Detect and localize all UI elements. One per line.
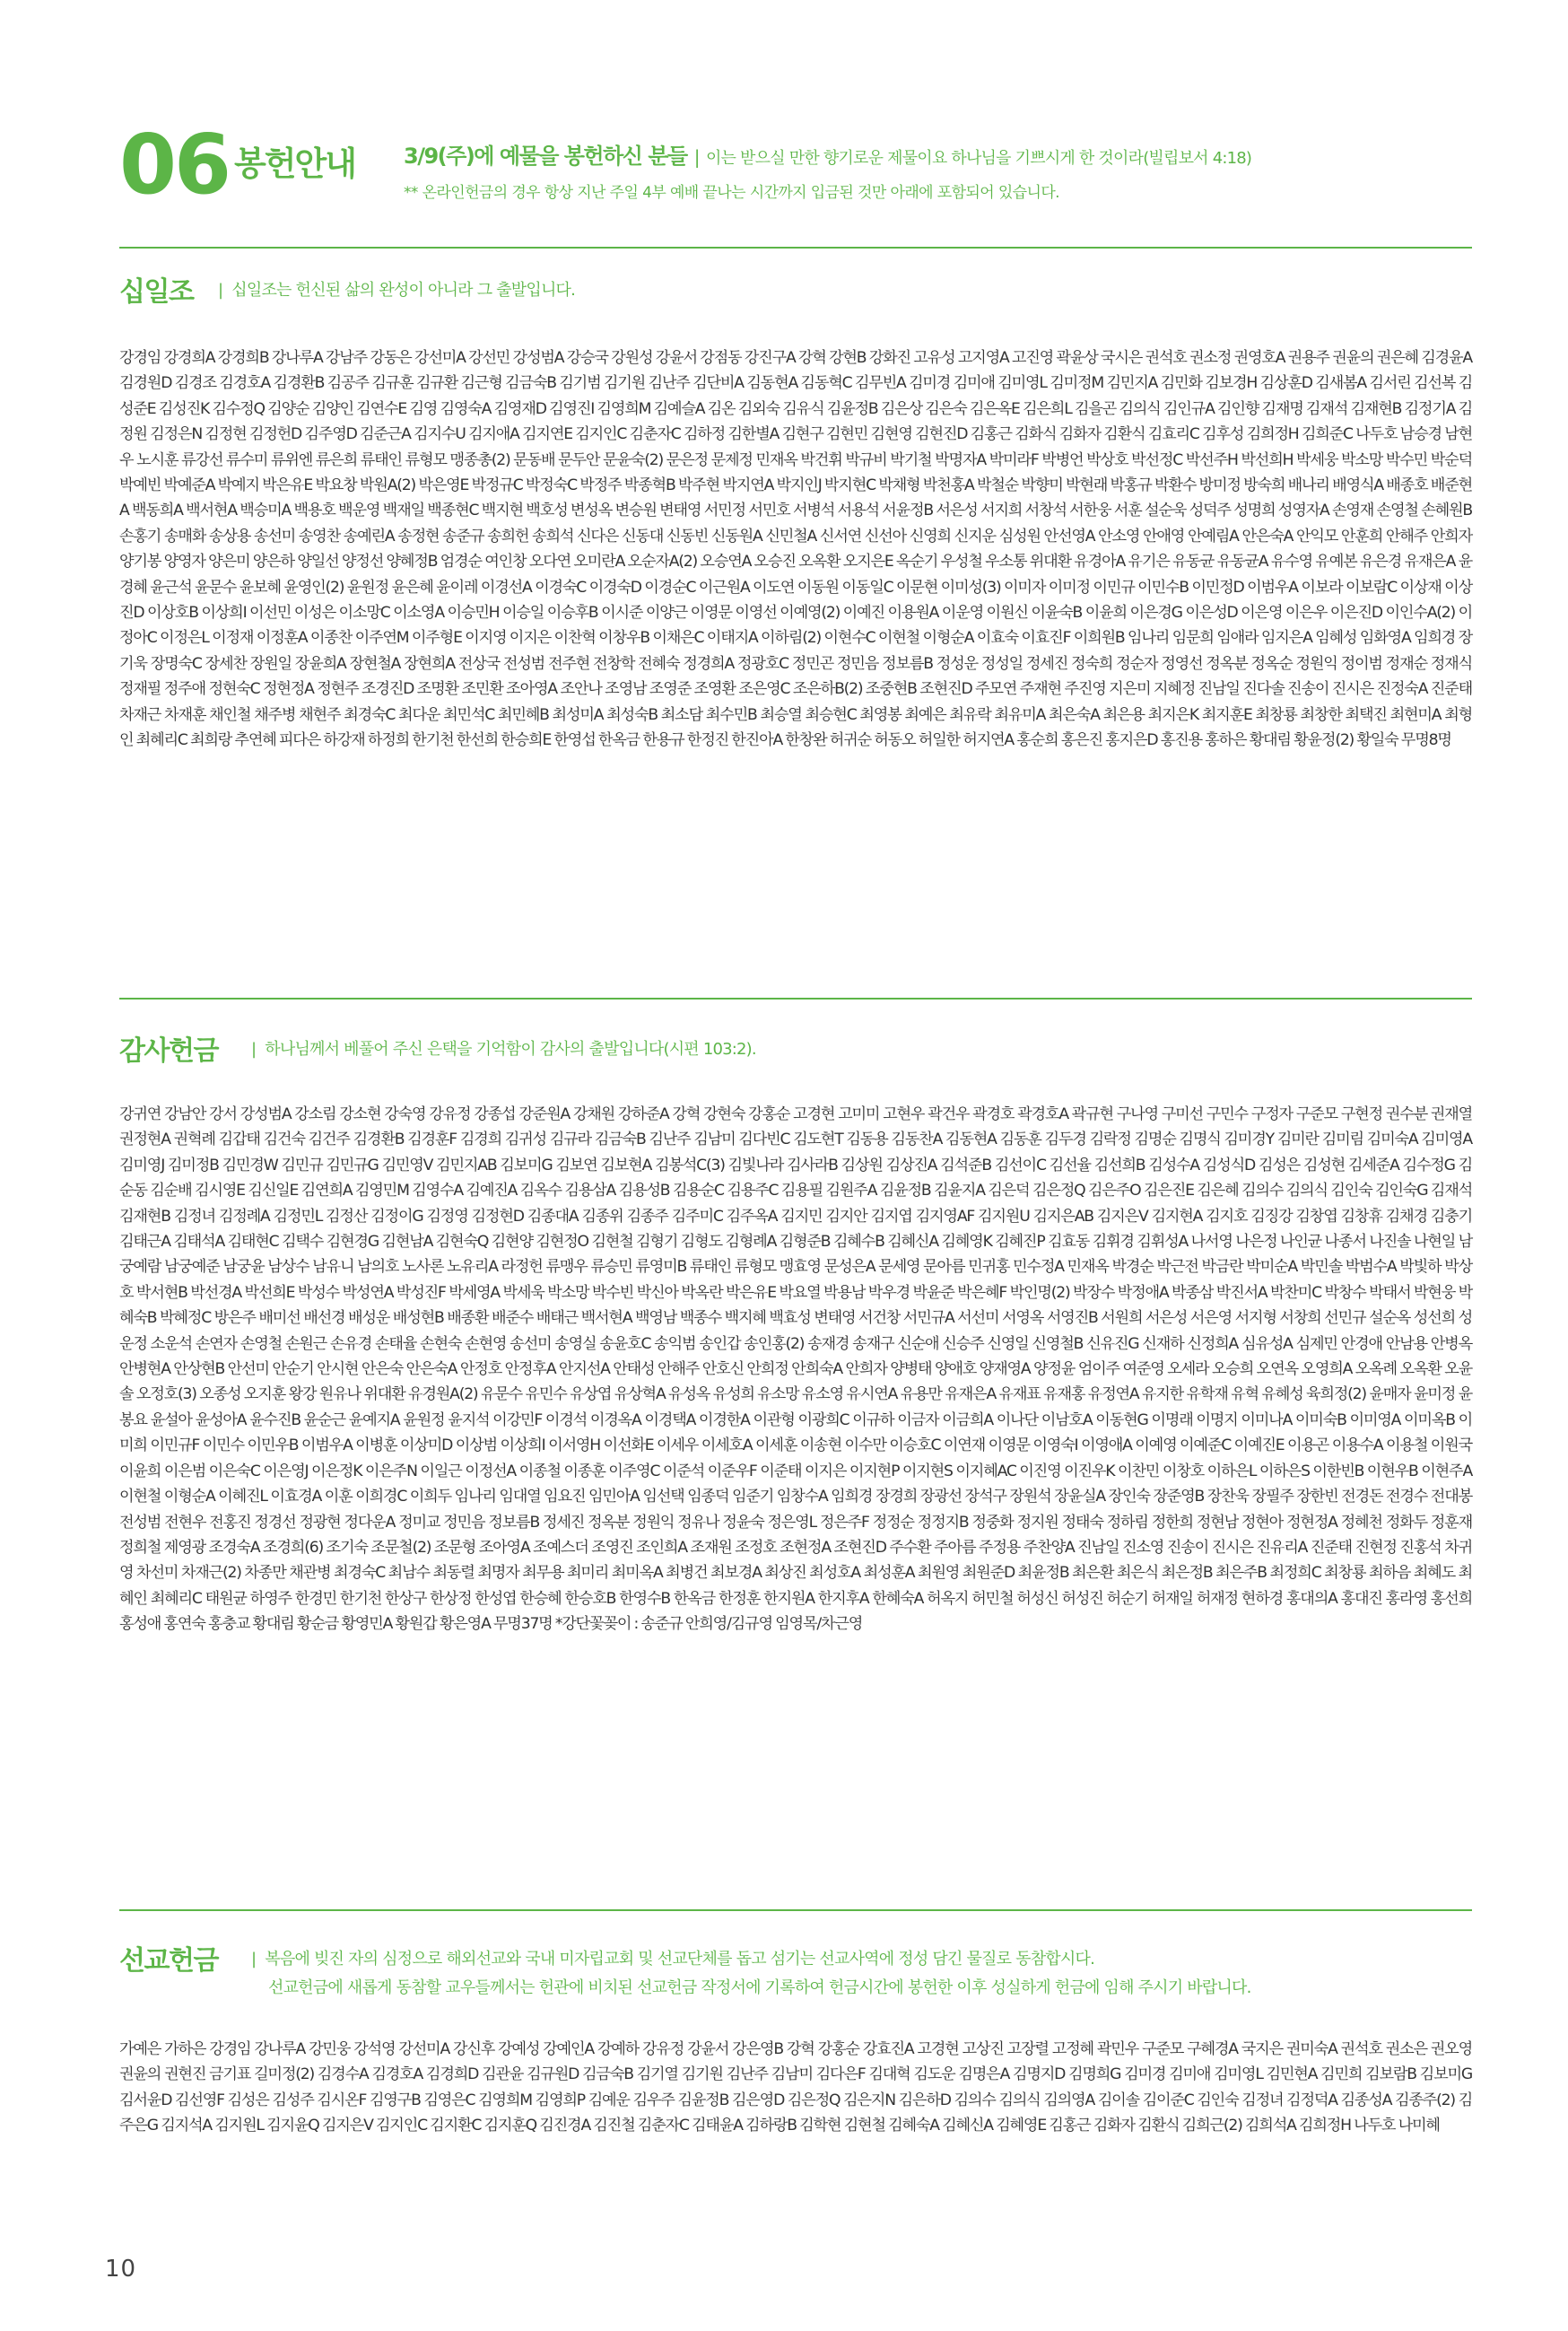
page-header: [119, 117, 1465, 215]
thanksgiving-description: 하나님께서 베풀어 주신 은택을 기억함이 감사의 출발입니다(시편 103:2).: [265, 1040, 756, 1059]
page-title: 봉헌안내: [234, 144, 355, 183]
thanksgiving-title: 감사헌금: [119, 1035, 218, 1067]
divider: [119, 1909, 1472, 1911]
divider: [119, 998, 1472, 1000]
flower-footnote: *강단꽃꽂이 : 송준규 안희영/김규영 임영목/차근영: [554, 1615, 863, 1634]
page-number: 10: [105, 2256, 137, 2283]
tithe-names: 강경임 강경희A 강경희B 강나루A 강남주 강동은 강선미A 강선민 강성범A 강승국 강원성 강윤서 강점동 강진구A 강혁 강현B 강화진 고유성 고지영A 고진영 곽윤상 국시은 권석호 권소정 권영호A 권용주 권윤의 권은혜 김경윤A 김경원D 김경조 김경호A 김경환B 김공주 김규훈 김규환 김근형 김금숙B 김기범 김기원 김난주 김단비A 김동현A 김동혁C 김무빈A 김미경 김미애 김미영L 김미정M 김민지A 김민화 김보경H 김상훈D 김새봄A 김서린 김선복 김성준E 김성진K 김수정Q 김양순 김양인 김연수E 김영 김영숙A 김영재D 김영진I 김영희M 김예슬A 김온 김외숙 김유식 김윤정B 김은상 김은숙 김은옥E 김은희L 김을곤 김의식 김인규A 김인향 김재명 김재석 김재현B 김정기A 김정원 김정은N 김정현 김정헌D 김주영D 김준근A 김지수U 김지애A 김지연E 김지인C 김춘자C 김하정 김한별A 김현구 김현민 김현영 김현진D 김홍근 김화식 김화자 김환식 김효리C 김후성 김희정H 김희준C 나두호 남승경 남현우 노시훈 류강선 류수미 류위엔 류은희 류태인 류형모 맹종총(2) 문동배 문두안 문윤숙(2) 문은정 문제정 민재옥 박건휘 박규비 박기철 박명자A 박미라F 박병언 박상호 박선정C 박선주H 박선희H 박세웅 박소망 박수민 박순덕 박예빈 박예준A 박예지 박은유E 박요창 박원A(2) 박은영E 박정규C 박정숙C 박정주 박종혁B 박주현 박지연A 박지인J 박지현C 박채형 박천홍A 박철순 박향미 박현래 박홍규 박환수 방미정 방숙희 배나리 배영식A 배종호 배준현A 백동희A 백서현A 백승미A 백용호 백운영 백재일 백종현C 백지현 백호성 변성옥 변승원 변태영 서민정 서민호 서병석 서용석 서윤정B 서은성 서지희 서창석 서한웅 서훈 설순욱 성덕주 성명희 성영자A 손영재 손영철 손혜원B 손홍기 송매화 송상용 송선미 송영찬 송예린A 송정현 송준규 송희헌 송희석 신다은 신동대 신동빈 신동원A 신민철A 신서연 신선아 신영희 신지운 심성원 안선영A 안소영 안애영 안예림A 안은숙A 안익모 안훈희 안해주 안희자 양기봉 양영자 양은미 양은하 양일선 양정선 양혜정B 엄경순 여인창 오다연 오미란A 오순자A(2) 오승연A 오승진 오옥환 오지은E 옥순기 우성철 우소통 위대환 유경아A 유기은 유동균 유동균A 유수영 유예본 유은경 유재은A 윤경혜 윤근석 윤문수 윤보혜 윤영인(2) 윤원정 윤은혜 윤이레 이경선A 이경숙C 이경숙D 이경순C 이근원A 이도연 이동원 이동일C 이문현 이미성(3) 이미자 이미정 이민규 이민수B 이민정D 이범우A 이보라 이보람C 이상재 이상진D 이상호B 이상희I 이선민 이성은 이소망C 이소영A 이승민H 이승일 이승후B 이시준 이양근 이영문 이영선 이예영(2) 이예진 이용원A 이운영 이원신 이윤숙B 이윤희 이은경G 이은성D 이은영 이은우 이은진D 이인수A(2) 이정아C 이정은L 이정재 이정훈A 이종찬 이주연M 이주형E 이지영 이지은 이찬혁 이창우B 이채은C 이태지A 이하림(2) 이현수C 이현철 이형순A 이효숙 이효진F 이희원B 임나리 임문희 임애라 임지은A 임혜성 임화영A 임희경 장기욱 장명숙C 장세찬 장원일 장윤희A 장현철A 장현희A 전상국 전성범 전주현 전창학 전혜숙 정경희A 정광호C 정민곤 정민음 정보름B 정성운 정성일 정세진 정숙희 정순자 정영선 정옥분 정옥순 정원익 정이범 정재순 정재식 정재필 정주애 정현숙C 정현정A 정현주 조경진D 조명환 조민환 조아영A 조안나 조영남 조영준 조영환 조은영C 조은하B(2) 조중현B 조현진D 주모연 주재현 주진영 지은미 지혜정 진남일 진다솔 진송이 진시은 진정숙A 진준태 차재근 차재훈 채인철 채주병 채현주 최경숙C 최다운 최민석C 최민혜B 최성미A 최성숙B 최소담 최수민B 최승열 최승현C 최영봉 최예은 최유락 최유미A 최은숙A 최은용 최지은K 최지훈E 최창룡 최창한 최택진 최현미A 최형인 최혜리C 최희랑 추연혜 피다은 하강재 하정희 한기천 한선희 한승희E 한영섭 한옥금 한용규 한정진 한진아A 한창완 허귀순 허동오 허일한 허지연A 홍순희 홍은진 홍지은D 홍진용 홍하은 황대림 황윤정(2) 황일숙 무명8명: [119, 349, 1472, 750]
tithe-description-line: [218, 277, 575, 301]
thanksgiving-name-list: 강귀연 강남안 강서 강성범A 강소림 강소현 강숙영 강유정 강종섭 강준원A 강채원 강하준A 강혁 강현숙 강홍순 고경현 고미미 고현우 곽건우 곽경호 곽경호A 곽규현 구나영 구미선 구민수 구정자 구준모 구현정 권수분 권재열 권정현A 권혁례 김갑태 김건숙 김건주 김경환B 김경훈F 김경희 김귀성 김규라 김금숙B 김난주 김남미 김다빈C 김도현T 김동용 김동찬A 김동현A 김동훈 김두경 김락정 김명순 김명식 김미경Y 김미란 김미림 김미숙A 김미영A 김미영J 김미정B 김민경W 김민규 김민규G 김민영V 김민지AB 김보미G 김보연 김보현A 김봉석C(3) 김빛나라 김사라B 김상원 김상진A 김석준B 김선이C 김선율 김선희B 김성수A 김성식D 김성은 김성현 김세준A 김수정G 김순동 김순배 김시영E 김신일E 김연희A 김영민M 김영수A 김예진A 김옥수 김용삼A 김용성B 김용순C 김용주C 김용필 김원주A 김윤정B 김윤지A 김은덕 김은정Q 김은주O 김은진E 김은혜 김의수 김의식 김인숙 김인숙G 김재석 김재현B 김정녀 김정례A 김정민L 김정산 김정이G 김정영 김정현D 김종대A 김종위 김종주 김주미C 김주옥A 김지민 김지안 김지엽 김지영AF 김지원U 김지은AB 김지은V 김지현A 김지호 김징강 김창엽 김창휴 김채경 김충기 김태근A 김태석A 김태현C 김택수 김현경G 김현남A 김현숙Q 김현양 김현정O 김현철 김형기 김형도 김형례A 김형준B 김혜수B 김혜신A 김혜영K 김혜진P 김효동 김휘경 김휘성A 나서영 나은정 나인균 나종서 나진솔 나현일 남궁예람 남궁예준 남궁윤 남상수 남유니 남의호 노사론 노유리A 라정헌 류맹우 류승민 류영미B 류태인 류형모 맹효영 문성은A 문세영 문아름 민귀홍 민수정A 민재옥 박경순 박근전 박금란 박미순A 박민솔 박범수A 박빛하 박상호 박서현B 박선경A 박선희E 박성수 박성연A 박성진F 박세영A 박세욱 박소망 박수빈 박신아 박옥란 박은유E 박요열 박용남 박우경 박윤준 박은혜F 박인명(2) 박장수 박정애A 박종삼 박진서A 박찬미C 박창수 박태서 박현웅 박혜숙B 박혜정C 방은주 배미선 배선경 배성운 배성현B 배종환 배준수 배태근 백서현A 백영남 백종수 백지혜 백효성 변태영 서건창 서민규A 서선미 서영옥 서영진B 서원희 서은성 서은영 서지형 서창희 선민규 설순옥 성선희 성운정 소운석 손연자 손영철 손원근 손유경 손태율 손현숙 손현영 송선미 송영실 송윤호C 송익범 송인갑 송인홍(2) 송재경 송재구 신순애 신승주 신영일 신영철B 신유진G 신재하 신정희A 심유성A 심제민 안경애 안남용 안병옥 안병현A 안상현B 안선미 안순기 안시현 안은숙 안은숙A 안정호 안정후A 안지선A 안태성 안해주 안호신 안희정 안희숙A 안희자 양병태 양애호 양재영A 양정윤 엄이주 여준영 오세라 오승희 오연옥 오영희A 오옥례 오옥환 오윤솔 오정호(3) 오종성 오지훈 왕강 원유나 위대환 유경원A(2) 유문수 유민수 유상엽 유상혁A 유성옥 유성희 유소망 유소영 유시연A 유용만 유재은A 유재표 유재홍 유정연A 유지한 유학재 유혁 유혜성 육희정(2) 윤매자 윤미정 윤봉요 윤설아 윤성아A 윤수진B 윤순근 윤예지A 윤원정 윤지석 이강민F 이경석 이경옥A 이경택A 이경한A 이관형 이광희C 이규하 이금자 이금희A 이나단 이남호A 이동현G 이명래 이명지 이미나A 이미숙B 이미영A 이미옥B 이미희 이민규F 이민수 이민우B 이범우A 이병훈 이상미D 이상범 이상희I 이서영H 이선화E 이세우 이세호A 이세훈 이송현 이수만 이승호C 이연재 이영문 이영숙I 이영애A 이예영 이예준C 이예진E 이용곤 이용수A 이용철 이원국 이윤희 이은범 이은숙C 이은영J 이은정K 이은주N 이일근 이정선A 이종철 이종훈 이주영C 이준석 이준우F 이준태 이지은 이지현P 이지현S 이지혜AC 이진영 이진우K 이찬민 이창호 이하은L 이하은S 이한빈B 이현우B 이현주A 이현철 이형순A 이혜진L 이효경A 이훈 이희경C 이희두 임나리 임대열 임요진 임민아A 임선택 임종덕 임준기 임창수A 임희경 장경희 장광선 장석구 장원석 장윤실A 장인숙 장준영B 장찬욱 장필주 장한빈 전경돈 전경수 전대봉 전성범 전현우 전홍진 정경선 정광현 정다운A 정미교 정민음 정보름B 정세진 정옥분 정원익 정유나 정윤숙 정은영L 정은주F 정정순 정정지B 정중화 정지원 정태숙 정하림 정한희 정현남 정현아 정현정A 정혜천 정화두 정훈재 정희철 제영광 조경숙A 조경희(6) 조기숙 조문철(2) 조문형 조아영A 조예스더 조영진 조인희A 조재원 조정호 조현정A 조현진D 주수환 주아름 주정용 주찬양A 진남일 진소영 진송이 진시은 진유리A 진준태 진현정 진홍석 차귀영 차선미 차재근(2) 차종만 채관병 최경숙C 최남수 최동렬 최명자 최무용 최미리 최미옥A 최병건 최보경A 최상진 최성호A 최성훈A 최원영 최원준D 최윤정B 최은환 최은식 최은정B 최은주B 최정희C 최창룡 최하음 최혜도 최혜인 최혜리C 태원균 하영주 한경민 한기천 한상구 한상정 한성엽 한승혜 한승호B 한영수B 한옥금 한정훈 한지원A 한지후A 한혜숙A 허옥지 허민철 허성신 허성진 허순기 허재일 허재정 현하경 홍대의A 홍대진 홍라영 홍선희 홍성애 홍연숙 홍충교 황대림 황순금 황영민A 황원갑 황은영A 무명37명: [119, 1105, 1472, 1634]
tithe-description: 십일조는 헌신된 삶의 완성이 아니라 그 출발입니다.: [231, 281, 576, 300]
mission-title: 선교헌금: [119, 1945, 218, 1977]
thanksgiving-names: [119, 1102, 1472, 1637]
thanksgiving-description-line: [251, 1036, 756, 1060]
mission-separator: |: [251, 1950, 257, 1969]
section-number: 06: [119, 117, 230, 213]
tithe-title: 십일조: [119, 276, 194, 308]
mission-names: 가예은 가하은 강경임 강나루A 강민웅 강석영 강선미A 강신후 강예성 강예인A 강예하 강유정 강윤서 강은영B 강혁 강홍순 강효진A 고경현 고상진 고장렬 고정혜 곽민우 구준모 구혜경A 국지은 권미숙A 권석호 권소은 권오영 권윤의 권현진 금기표 길미정(2) 김경수A 김경호A 김경희D 김관윤 김규원D 김금숙B 김기열 김기원 김난주 김남미 김다은F 김대혁 김도운 김명은A 김명지D 김명희G 김미경 김미애 김미영L 김민현A 김민희 김보람B 김보미G 김서윤D 김선영F 김성은 김성주 김시온F 김영구B 김영은C 김영희M 김영희P 김예운 김우주 김윤정B 김은영D 김은정Q 김은지N 김은하D 김의수 김의식 김의영A 김이솔 김이준C 김인숙 김정녀 김정덕A 김종성A 김종주(2) 김주은G 김지석A 김지원L 김지윤Q 김지은V 김지인C 김지환C 김지훈Q 김진경A 김진철 김춘자C 김태윤A 김하랑B 김학현 김현철 김혜숙A 김혜신A 김혜영E 김홍근 김화자 김환식 김희근(2) 김희석A 김희정H 나두호 나미혜: [119, 2040, 1472, 2135]
header-note: ** 온라인헌금의 경우 항상 지난 주일 4부 예배 끝나는 시간까지 입금된 것만 아래에 포함되어 있습니다.: [404, 184, 1059, 202]
header-verse: 이는 받으실 만한 향기로운 제물이요 하나님을 기쁘시게 한 것이라(빌립보서 4:18): [705, 149, 1252, 168]
header-subtitle-line: [404, 138, 1251, 170]
mission-description-line1: [251, 1946, 1094, 1969]
divider: [119, 247, 1472, 249]
mission-description-1: 복음에 빚진 자의 심정으로 해외선교와 국내 미자립교회 및 선교단체를 돕고 섬기는 선교사역에 정성 담긴 물질로 동참합시다.: [265, 1950, 1094, 1969]
tithe-separator: |: [218, 281, 223, 300]
thanksgiving-separator: |: [251, 1040, 257, 1059]
header-subtitle: 3/9(주)에 예물을 봉헌하신 분들: [404, 144, 687, 169]
mission-description-2: 선교헌금에 새롭게 동참할 교우들께서는 헌관에 비치된 선교헌금 작정서에 기록하여 헌금시간에 봉헌한 이후 성실하게 헌금에 임해 주시기 바랍니다.: [268, 1978, 1251, 1997]
header-separator: |: [693, 146, 699, 168]
